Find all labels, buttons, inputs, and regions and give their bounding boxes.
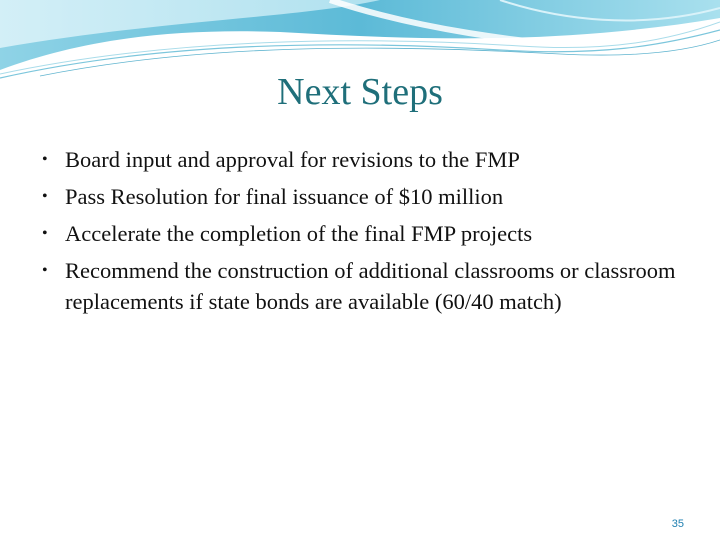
bullet-item (42, 181, 682, 212)
bullet-item (42, 144, 682, 175)
bullet-icon: • (42, 151, 48, 168)
bullet-text: Recommend the construction of additional classrooms or classroom replacements if state bonds are available (60/40 match) (65, 258, 676, 314)
bullet-text: Board input and approval for revisions to the FMP (65, 147, 520, 172)
bullet-item (42, 255, 682, 317)
bullet-icon: • (42, 225, 48, 242)
bullet-item (42, 218, 682, 249)
slide-title: Next Steps (277, 71, 443, 113)
bullet-text: Pass Resolution for final issuance of $10 million (65, 184, 504, 209)
page-number: 35 (671, 518, 684, 530)
bullet-text: Accelerate the completion of the final FMP projects (65, 221, 533, 246)
bullet-icon: • (42, 262, 48, 279)
bullet-list (42, 144, 682, 323)
bullet-icon: • (42, 188, 48, 205)
